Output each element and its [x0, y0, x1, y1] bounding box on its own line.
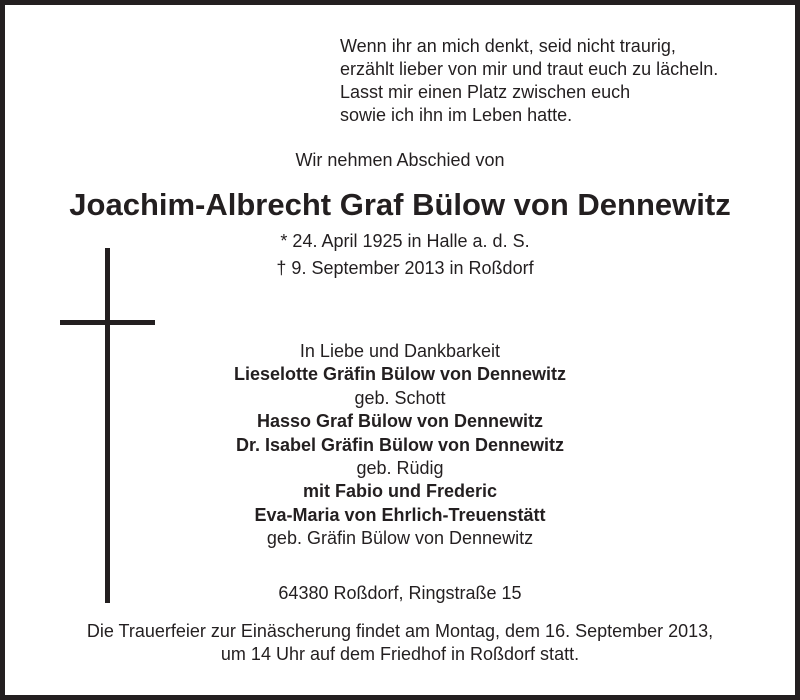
- address: 64380 Roßdorf, Ringstraße 15: [278, 583, 522, 603]
- family-line: geb. Schott: [354, 387, 446, 408]
- cross-icon-bar: [60, 320, 155, 325]
- poem-line: Lasst mir einen Platz zwischen euch: [340, 82, 631, 102]
- family-line: mit Fabio und Frederic: [302, 481, 498, 502]
- family-line: Dr. Isabel Gräfin Bülow von Dennewitz: [235, 434, 565, 455]
- family-line: Hasso Graf Bülow von Dennewitz: [256, 411, 544, 432]
- birth-date: * 24. April 1925 in Halle a. d. S.: [280, 231, 530, 251]
- poem-line: sowie ich ihn im Leben hatte.: [340, 105, 573, 125]
- family-line: Eva-Maria von Ehrlich-Treuenstätt: [254, 504, 546, 525]
- intro: Wir nehmen Abschied von: [295, 150, 505, 170]
- poem-line: erzählt lieber von mir und traut euch zu lächeln.: [340, 59, 719, 79]
- ceremony-line: um 14 Uhr auf dem Friedhof in Roßdorf statt.: [220, 644, 580, 664]
- ceremony-line: Die Trauerfeier zur Einäscherung findet am Montag, dem 16. September 2013,: [86, 621, 714, 641]
- family-line: geb. Gräfin Bülow von Dennewitz: [266, 528, 534, 549]
- family-line: In Liebe und Dankbarkeit: [299, 341, 501, 361]
- poem-line: Wenn ihr an mich denkt, seid nicht traurig,: [340, 36, 676, 56]
- deceased-name: Joachim-Albrecht Graf Bülow von Dennewitz: [69, 187, 731, 222]
- death-date: † 9. September 2013 in Roßdorf: [276, 258, 534, 278]
- family-line: Lieselotte Gräfin Bülow von Dennewitz: [233, 364, 567, 385]
- family-line: geb. Rüdig: [356, 458, 444, 478]
- poem: [340, 35, 718, 127]
